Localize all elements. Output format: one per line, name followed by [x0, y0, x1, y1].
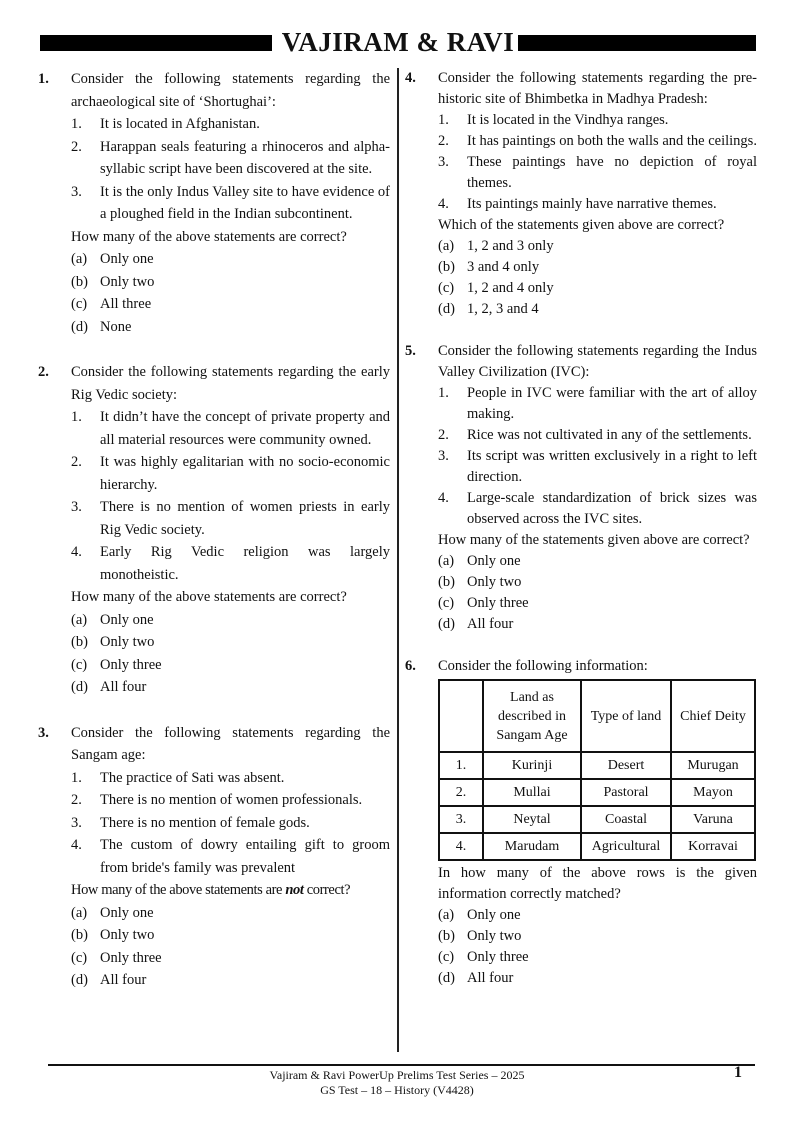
answer-option[interactable]: [438, 926, 757, 947]
statement-number: 3.: [71, 499, 82, 515]
statement-number: 3.: [71, 814, 82, 831]
option-text: Only three: [467, 949, 529, 965]
statement-text: It didn’t have the concept of private property and all material resources were community owned.: [100, 409, 390, 448]
answer-option[interactable]: [71, 631, 390, 654]
statement: [71, 812, 390, 835]
statement-text: People in IVC were familiar with the art of alloy making.: [467, 385, 757, 422]
right-column: [405, 68, 757, 989]
question-1: [38, 68, 390, 338]
statement-number: 3.: [438, 448, 449, 464]
table-row: [439, 806, 755, 833]
question-ask: [71, 879, 390, 902]
question-stem: Consider the following statements regarding the early Rig Vedic society:: [71, 364, 390, 403]
question-ask: How many of the above statements are correct?: [71, 228, 347, 245]
table-cell: Korravai: [671, 833, 755, 860]
answer-option[interactable]: [71, 969, 390, 992]
option-label: (a): [438, 238, 455, 254]
statement-text: Its paintings mainly have narrative themes.: [467, 196, 717, 212]
statement-number: 1.: [438, 385, 449, 401]
question-number: 4.: [405, 70, 416, 86]
answer-option[interactable]: [438, 257, 757, 278]
table-cell: Pastoral: [581, 779, 671, 806]
option-label: (d): [438, 301, 455, 317]
option-label: (b): [71, 634, 88, 650]
statement-number: 2.: [71, 792, 82, 808]
option-text: Only two: [467, 574, 522, 590]
question-stem: Consider the following statements regarding the Sangam age:: [71, 724, 390, 763]
option-text: Only one: [100, 611, 154, 628]
option-label: (a): [438, 553, 455, 569]
table-cell: 1.: [439, 752, 483, 779]
answer-option[interactable]: [71, 947, 390, 970]
answer-option[interactable]: [438, 968, 757, 989]
table-header: [439, 680, 483, 752]
table-cell: Agricultural: [581, 833, 671, 860]
option-text: Only three: [467, 595, 529, 611]
statement-text: It is located in Afghanistan.: [100, 116, 260, 132]
answer-option[interactable]: [438, 593, 757, 614]
statement-number: 2.: [438, 427, 449, 443]
option-text: 1, 2 and 4 only: [467, 280, 554, 296]
question-4: [405, 68, 757, 320]
statement-text: Early Rig Vedic religion was largely monotheistic.: [100, 544, 390, 583]
statement: [438, 194, 757, 215]
question-number: 1.: [38, 71, 49, 87]
statement: [438, 425, 757, 446]
table-cell: 2.: [439, 779, 483, 806]
answer-option[interactable]: [71, 316, 390, 339]
ask-emphasis: not: [285, 882, 304, 898]
question-ask: How many of the above statements are correct?: [71, 589, 347, 605]
answer-option[interactable]: [438, 614, 757, 635]
footer-series: Vajiram & Ravi PowerUp Prelims Test Series – 2025: [269, 1068, 525, 1082]
table-header-row: [439, 680, 755, 752]
statement-text: The practice of Sati was absent.: [100, 769, 285, 786]
table-cell: 4.: [439, 833, 483, 860]
option-text: None: [100, 318, 132, 335]
option-text: Only two: [100, 927, 155, 943]
statement-text: It was highly egalitarian with no socio-economic hierarchy.: [100, 454, 390, 493]
option-label: (b): [438, 928, 455, 944]
option-text: All four: [467, 970, 514, 986]
statement-number: 4.: [71, 544, 82, 560]
table-cell: Mullai: [483, 779, 581, 806]
option-label: (d): [71, 679, 88, 695]
page-footer: [0, 1068, 794, 1098]
option-text: Only three: [100, 949, 162, 966]
statement-number: 1.: [71, 409, 82, 425]
column-divider: [397, 68, 399, 1052]
option-text: All four: [100, 972, 147, 988]
option-text: Only two: [100, 273, 155, 290]
table-cell: Desert: [581, 752, 671, 779]
statement-number: 1.: [438, 112, 449, 128]
table-cell: Mayon: [671, 779, 755, 806]
question-number: 3.: [38, 724, 49, 741]
statement-number: 4.: [438, 490, 449, 506]
option-text: Only two: [100, 634, 155, 650]
question-stem: Consider the following statements regarding the archaeological site of ‘Shortughai’:: [71, 71, 390, 110]
question-number: 5.: [405, 343, 416, 359]
question-ask: How many of the statements given above are correct?: [438, 532, 750, 548]
option-label: (b): [71, 273, 88, 290]
statement: [71, 541, 390, 586]
statement: [438, 152, 757, 194]
table-row: [439, 752, 755, 779]
statement-number: 2.: [71, 454, 82, 470]
option-label: (c): [438, 949, 455, 965]
option-text: 1, 2 and 3 only: [467, 238, 554, 254]
table-row: [439, 833, 755, 860]
question-number: 6.: [405, 658, 416, 674]
table-header: Chief Deity: [671, 680, 755, 752]
question-6: [405, 656, 757, 989]
statement: [71, 181, 390, 226]
left-column: [38, 68, 390, 992]
answer-option[interactable]: [71, 924, 390, 947]
option-text: All four: [100, 679, 147, 695]
statement-text: There is no mention of women priests in early Rig Vedic society.: [100, 499, 390, 538]
statement-text: It has paintings on both the walls and the ceilings.: [467, 133, 757, 149]
option-label: (c): [71, 656, 88, 673]
statement: [71, 136, 390, 181]
statement-text: It is located in the Vindhya ranges.: [467, 112, 669, 128]
statement-text: Harappan seals featuring a rhinoceros and alpha-syllabic script have been discovered at the site.: [100, 138, 390, 177]
header-bar-left: [40, 35, 272, 51]
statement: [71, 834, 390, 879]
option-text: Only one: [100, 251, 154, 267]
answer-option[interactable]: [71, 676, 390, 699]
option-label: (b): [438, 574, 455, 590]
table-cell: Neytal: [483, 806, 581, 833]
header-bar-right: [518, 35, 756, 51]
option-text: All three: [100, 296, 152, 312]
option-label: (d): [71, 318, 88, 335]
statement: [438, 110, 757, 131]
statement-text: Rice was not cultivated in any of the settlements.: [467, 427, 752, 443]
question-stem: Consider the following information:: [438, 658, 648, 674]
answer-option[interactable]: [438, 551, 757, 572]
option-text: All four: [467, 616, 514, 632]
table-cell: Murugan: [671, 752, 755, 779]
option-label: (a): [71, 904, 88, 921]
option-text: Only two: [467, 928, 522, 944]
statement: [438, 446, 757, 488]
answer-option[interactable]: [71, 271, 390, 294]
answer-option[interactable]: [71, 248, 390, 271]
option-label: (b): [71, 927, 88, 943]
answer-option[interactable]: [438, 572, 757, 593]
option-text: Only one: [467, 553, 521, 569]
statement-text: There is no mention of women professionals.: [100, 792, 363, 808]
footer-rule: [48, 1064, 755, 1066]
table-cell: Coastal: [581, 806, 671, 833]
option-text: Only one: [467, 907, 521, 923]
option-text: Only three: [100, 656, 162, 673]
question-3: [38, 722, 390, 992]
statement-text: These paintings have no depiction of royal themes.: [467, 154, 757, 191]
option-label: (d): [438, 616, 455, 632]
statement-number: 4.: [438, 196, 449, 212]
statement-text: The custom of dowry entailing gift to groom from bride's family was prevalent: [100, 837, 390, 876]
statement: [71, 767, 390, 790]
table-cell: 3.: [439, 806, 483, 833]
statement: [438, 488, 757, 530]
table-cell: Varuna: [671, 806, 755, 833]
answer-option[interactable]: [71, 609, 390, 632]
question-2: [38, 361, 390, 699]
page-number: 1: [734, 1064, 742, 1081]
option-label: (d): [71, 972, 88, 988]
statement-number: 2.: [438, 133, 449, 149]
option-label: (a): [438, 907, 455, 923]
option-label: (a): [71, 251, 88, 267]
option-label: (c): [438, 280, 455, 296]
table-cell: Marudam: [483, 833, 581, 860]
header-title: VAJIRAM & RAVI: [281, 27, 515, 57]
statement-number: 3.: [438, 154, 449, 170]
answer-option[interactable]: [71, 293, 390, 316]
option-label: (c): [71, 296, 88, 312]
statement-text: There is no mention of female gods.: [100, 814, 310, 831]
statement-number: 2.: [71, 138, 82, 155]
answer-option[interactable]: [71, 902, 390, 925]
statement-number: 1.: [71, 116, 82, 132]
statement-number: 4.: [71, 837, 82, 853]
table-cell: Kurinji: [483, 752, 581, 779]
statement: [438, 131, 757, 152]
question-number: 2.: [38, 364, 49, 380]
ask-text: How many of the above statements are: [71, 882, 286, 898]
question-stem: Consider the following statements regarding the pre-historic site of Bhimbetka in Madhya Pradesh:: [438, 70, 757, 107]
option-label: (a): [71, 611, 88, 628]
statement: [71, 496, 390, 541]
statement-text: It is the only Indus Valley site to have evidence of a ploughed field in the Indian subcontinent.: [100, 183, 390, 222]
statement: [71, 113, 390, 136]
page-header: [40, 27, 756, 57]
option-text: Only one: [100, 904, 154, 921]
ask-text: correct?: [303, 882, 351, 898]
option-text: 3 and 4 only: [467, 259, 540, 275]
statement-text: Its script was written exclusively in a right to left direction.: [467, 448, 757, 485]
statement-number: 1.: [71, 769, 82, 786]
option-text: 1, 2, 3 and 4: [467, 301, 539, 317]
table-header: Land as described in Sangam Age: [483, 680, 581, 752]
statement: [71, 451, 390, 496]
statement: [71, 406, 390, 451]
question-ask: In how many of the above rows is the given information correctly matched?: [438, 865, 757, 902]
table-header: Type of land: [581, 680, 671, 752]
statement: [71, 789, 390, 812]
footer-test-code: GS Test – 18 – History (V4428): [320, 1083, 474, 1097]
answer-option[interactable]: [438, 947, 757, 968]
option-label: (d): [438, 970, 455, 986]
question-5: [405, 341, 757, 635]
question-stem: Consider the following statements regarding the Indus Valley Civilization (IVC):: [438, 343, 757, 380]
option-label: (b): [438, 259, 455, 275]
option-label: (c): [71, 949, 88, 966]
option-label: (c): [438, 595, 455, 611]
table-row: [439, 779, 755, 806]
answer-option[interactable]: [438, 905, 757, 926]
answer-option[interactable]: [438, 278, 757, 299]
answer-option[interactable]: [438, 236, 757, 257]
statement-text: Large-scale standardization of brick sizes was observed across the IVC sites.: [467, 490, 757, 527]
statement-number: 3.: [71, 183, 82, 200]
statement: [438, 383, 757, 425]
answer-option[interactable]: [71, 654, 390, 677]
info-table: [438, 679, 756, 861]
question-ask: Which of the statements given above are correct?: [438, 217, 725, 233]
answer-option[interactable]: [438, 299, 757, 320]
